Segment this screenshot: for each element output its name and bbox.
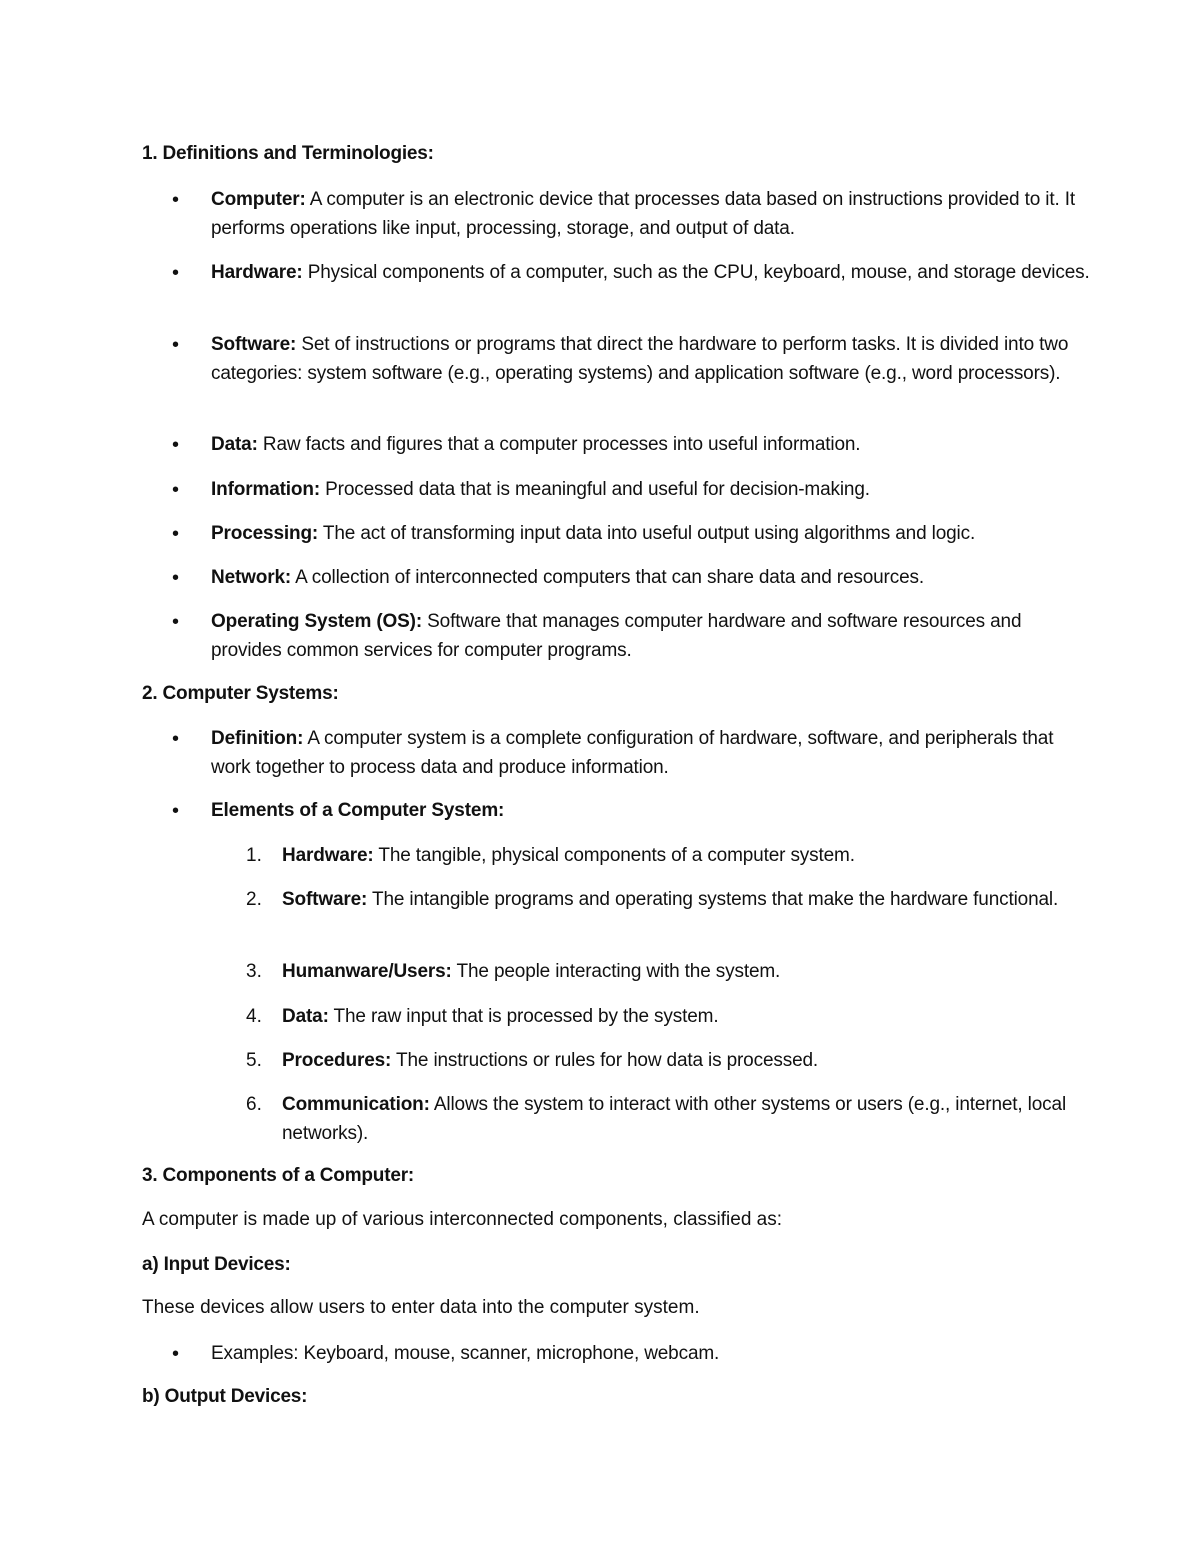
element-item-procedures xyxy=(282,1047,1092,1076)
term-definition: Raw facts and figures that a computer processes into useful information. xyxy=(257,434,861,455)
bullet-icon: • xyxy=(172,728,180,750)
term-definition: Physical components of a computer, such as the CPU, keyboard, mouse, and storage devices. xyxy=(302,262,1090,283)
bullet-icon: • xyxy=(172,611,180,633)
term-definition: The intangible programs and operating systems that make the hardware functional. xyxy=(367,889,1059,910)
element-item-data xyxy=(282,1003,1092,1032)
term-definition: The people interacting with the system. xyxy=(451,961,781,982)
list-item-software xyxy=(211,331,1091,388)
bullet-icon: • xyxy=(172,262,180,284)
bullet-icon: • xyxy=(172,800,180,822)
term-label: Hardware: xyxy=(211,262,303,283)
list-number: 2. xyxy=(246,889,262,910)
term-label: Operating System (OS): xyxy=(211,611,423,632)
input-devices-examples: Examples: Keyboard, mouse, scanner, microphone, webcam. xyxy=(211,1343,720,1364)
term-definition: The instructions or rules for how data is processed. xyxy=(391,1050,819,1071)
list-number: 4. xyxy=(246,1006,262,1027)
term-label: Humanware/Users: xyxy=(282,961,452,982)
bullet-icon: • xyxy=(172,434,180,456)
bullet-icon: • xyxy=(172,189,180,211)
term-definition: Processed data that is meaningful and useful for decision-making. xyxy=(320,479,870,500)
term-label: Procedures: xyxy=(282,1050,392,1071)
list-item-hardware xyxy=(211,259,1091,288)
term-label: Data: xyxy=(211,434,258,455)
term-definition: The act of transforming input data into useful output using algorithms and logic. xyxy=(318,523,976,544)
term-label: Software: xyxy=(211,334,297,355)
input-devices-heading: a) Input Devices: xyxy=(142,1254,291,1275)
term-definition: Software that manages computer hardware and software resources and provides common services for computer programs. xyxy=(211,611,1022,661)
term-definition: The tangible, physical components of a computer system. xyxy=(373,845,855,866)
term-definition: The raw input that is processed by the system. xyxy=(328,1006,719,1027)
section-3-heading: 3. Components of a Computer: xyxy=(142,1165,415,1186)
element-item-communication xyxy=(282,1091,1092,1148)
bullet-icon: • xyxy=(172,334,180,356)
element-item-software xyxy=(282,886,1092,915)
list-number: 5. xyxy=(246,1050,262,1071)
list-item-information xyxy=(211,476,1091,505)
term-label: Communication: xyxy=(282,1094,430,1115)
term-definition: Allows the system to interact with other systems or users (e.g., internet, local networks). xyxy=(282,1094,1067,1144)
output-devices-heading: b) Output Devices: xyxy=(142,1386,308,1407)
term-label: Software: xyxy=(282,889,368,910)
term-definition: A collection of interconnected computers that can share data and resources. xyxy=(291,567,924,588)
bullet-icon: • xyxy=(172,567,180,589)
list-item-definition xyxy=(211,725,1091,782)
term-label: Network: xyxy=(211,567,292,588)
term-label: Processing: xyxy=(211,523,319,544)
term-label: Data: xyxy=(282,1006,329,1027)
term-definition: A computer system is a complete configuration of hardware, software, and peripherals that work together to process data and produce information. xyxy=(211,728,1054,778)
term-definition: A computer is an electronic device that processes data based on instructions provided to it. It performs operations like input, processing, storage, and output of data. xyxy=(211,189,1075,239)
section-2-heading: 2. Computer Systems: xyxy=(142,683,339,704)
list-item-processing xyxy=(211,520,1091,549)
term-label: Elements of a Computer System: xyxy=(211,800,505,821)
bullet-icon: • xyxy=(172,479,180,501)
list-item-data xyxy=(211,431,1091,460)
section-3-intro: A computer is made up of various interconnected components, classified as: xyxy=(142,1209,783,1230)
bullet-icon: • xyxy=(172,523,180,545)
term-label: Definition: xyxy=(211,728,304,749)
term-label: Computer: xyxy=(211,189,306,210)
list-number: 3. xyxy=(246,961,262,982)
term-label: Hardware: xyxy=(282,845,374,866)
list-item-network xyxy=(211,564,1091,593)
list-number: 1. xyxy=(246,845,262,866)
term-definition: Set of instructions or programs that direct the hardware to perform tasks. It is divided into two categories: system software (e.g., operating systems) and application software (e.g., word processors). xyxy=(211,334,1069,384)
section-1-heading: 1. Definitions and Terminologies: xyxy=(142,143,434,164)
list-number: 6. xyxy=(246,1094,262,1115)
list-item-elements-title xyxy=(211,797,1091,826)
element-item-humanware xyxy=(282,958,1092,987)
bullet-icon: • xyxy=(172,1343,180,1365)
input-devices-description: These devices allow users to enter data into the computer system. xyxy=(142,1297,700,1318)
list-item-computer xyxy=(211,186,1091,243)
list-item-operating-system xyxy=(211,608,1091,665)
element-item-hardware xyxy=(282,842,1092,871)
term-label: Information: xyxy=(211,479,321,500)
